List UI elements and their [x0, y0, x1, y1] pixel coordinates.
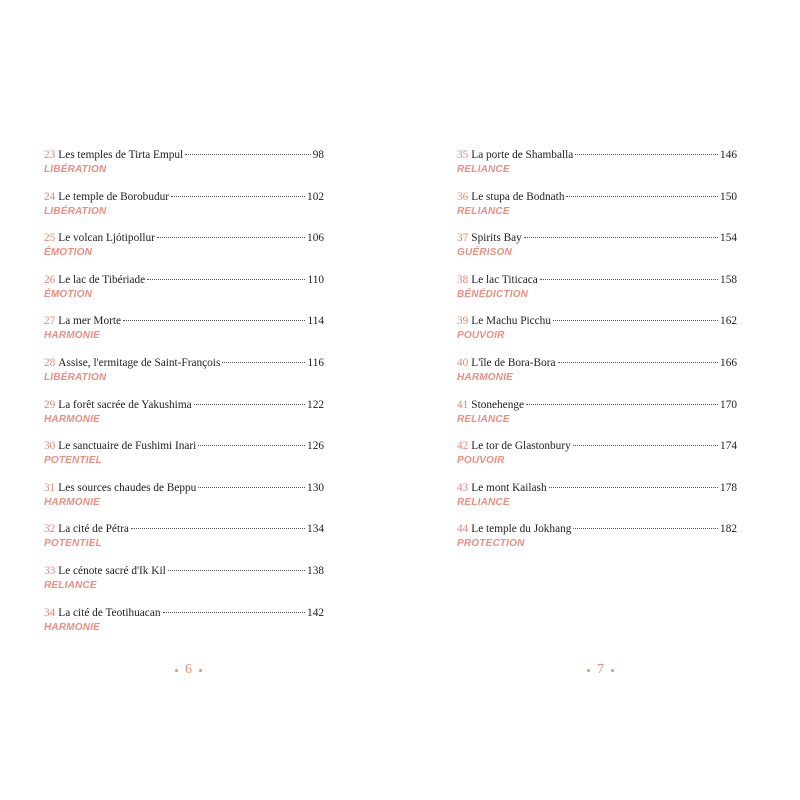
- toc-entry-theme: LIBÉRATION: [44, 164, 107, 175]
- toc-entry: [44, 398, 324, 440]
- toc-entry: [44, 314, 324, 356]
- toc-entry-page: 114: [307, 315, 324, 328]
- leader-dots: [526, 404, 718, 405]
- toc-entry-number: 25: [44, 232, 56, 245]
- leader-dots: [540, 279, 718, 280]
- toc-entry-page: 116: [307, 356, 324, 369]
- toc-entry-title: Le cénote sacré d'Ik Kil: [58, 564, 166, 577]
- leader-dots: [163, 612, 306, 613]
- toc-entry-page: 142: [307, 606, 324, 619]
- toc-entry-number: 31: [44, 481, 56, 494]
- toc-entry-page: 138: [307, 564, 324, 577]
- toc-entry-number: 37: [457, 232, 469, 245]
- toc-entry-page: 126: [307, 440, 324, 453]
- folio-dot: [199, 669, 202, 672]
- toc-entry-title: La mer Morte: [58, 315, 122, 328]
- toc-entry-title: Les temples de Tirta Empul: [58, 149, 184, 161]
- toc-entry-theme: POUVOIR: [457, 455, 505, 467]
- toc-entry: [457, 190, 737, 232]
- leader-dots: [185, 154, 311, 155]
- toc-entry-title: Le tor de Glastonbury: [471, 440, 571, 453]
- toc-entry-theme: RELIANCE: [457, 164, 510, 175]
- toc-entry-theme: HARMONIE: [457, 371, 514, 383]
- leader-dots: [123, 320, 305, 321]
- toc-entry-title: Le sanctuaire de Fushimi Inari: [58, 440, 197, 453]
- toc-entry-page: 154: [720, 232, 737, 245]
- toc-entry-page: 102: [307, 190, 324, 203]
- folio-number: 6: [185, 662, 192, 677]
- toc-entry-theme: ÉMOTION: [44, 288, 93, 300]
- toc-right-page: [457, 148, 737, 564]
- toc-entry-line: [44, 190, 324, 205]
- toc-entry: [44, 273, 324, 315]
- toc-entry-line: [457, 439, 737, 454]
- toc-entry-theme: RELIANCE: [457, 413, 510, 425]
- toc-entry-title: Le Machu Picchu: [471, 315, 551, 328]
- toc-entry-page: 98: [312, 149, 324, 161]
- toc-entry-theme: RELIANCE: [44, 579, 97, 591]
- toc-entry-theme: BÉNÉDICTION: [457, 288, 529, 300]
- page-number-right: [587, 662, 614, 678]
- toc-entry-number: 43: [457, 481, 469, 494]
- toc-entry-theme: RELIANCE: [457, 496, 510, 508]
- toc-entry-number: 27: [44, 315, 56, 328]
- toc-entry: [457, 439, 737, 481]
- toc-entry: [44, 606, 324, 648]
- toc-entry-title: La porte de Shamballa: [471, 149, 574, 161]
- toc-entry-page: 174: [720, 440, 737, 453]
- toc-entry-number: 32: [44, 523, 56, 536]
- toc-entry-theme: POUVOIR: [457, 330, 505, 342]
- toc-entry-line: [457, 148, 737, 163]
- toc-entry: [44, 231, 324, 273]
- toc-entry-title: Le lac de Tibériade: [58, 273, 146, 286]
- toc-entry: [457, 273, 737, 315]
- toc-entry-page: 162: [720, 315, 737, 328]
- toc-entry-number: 38: [457, 273, 469, 286]
- toc-entry-line: [457, 398, 737, 413]
- toc-entry: [457, 231, 737, 273]
- page-number-left: [175, 662, 202, 678]
- toc-entry-title: Assise, l'ermitage de Saint-François: [58, 356, 221, 369]
- toc-entry-title: Le mont Kailash: [471, 481, 547, 494]
- toc-entry: [457, 356, 737, 398]
- toc-entry-title: La cité de Teotihuacan: [58, 606, 161, 619]
- toc-entry-line: [44, 564, 324, 579]
- toc-entry-title: Stonehenge: [471, 398, 525, 411]
- toc-entry-title: Le lac Titicaca: [471, 273, 538, 286]
- toc-entry-line: [44, 231, 324, 246]
- leader-dots: [553, 320, 718, 321]
- toc-entry: [457, 481, 737, 523]
- leader-dots: [147, 279, 305, 280]
- toc-entry-page: 182: [720, 523, 737, 536]
- leader-dots: [573, 528, 718, 529]
- leader-dots: [524, 237, 718, 238]
- toc-entry-theme: LIBÉRATION: [44, 205, 107, 217]
- toc-entry: [44, 190, 324, 232]
- folio-dot: [175, 669, 178, 672]
- leader-dots: [575, 154, 718, 155]
- leader-dots: [157, 237, 305, 238]
- toc-entry-page: 130: [307, 481, 324, 494]
- toc-entry-theme: GUÉRISON: [457, 247, 512, 259]
- folio-dot: [611, 669, 614, 672]
- leader-dots: [194, 404, 305, 405]
- toc-entry: [44, 148, 324, 190]
- toc-entry-theme: POTENTIEL: [44, 538, 102, 550]
- toc-entry-title: Le stupa de Bodnath: [471, 190, 565, 203]
- toc-entry-number: 42: [457, 440, 469, 453]
- toc-entry-line: [457, 356, 737, 371]
- folio-number: 7: [597, 662, 604, 677]
- toc-entry: [44, 439, 324, 481]
- leader-dots: [131, 528, 305, 529]
- toc-entry-line: [44, 398, 324, 413]
- toc-entry-title: Le temple du Jokhang: [471, 523, 572, 536]
- toc-entry-line: [457, 522, 737, 537]
- toc-entry-page: 170: [720, 398, 737, 411]
- toc-entry: [457, 398, 737, 440]
- toc-entry-number: 39: [457, 315, 469, 328]
- toc-entry-number: 26: [44, 273, 56, 286]
- toc-left-page: [44, 148, 324, 647]
- toc-entry-theme: PROTECTION: [457, 538, 525, 550]
- toc-entry-number: 41: [457, 398, 469, 411]
- toc-entry-number: 28: [44, 356, 56, 369]
- toc-entry-page: 146: [720, 149, 737, 161]
- toc-entry-title: Le volcan Ljótipollur: [58, 232, 155, 245]
- toc-entry: [44, 564, 324, 606]
- toc-entry-theme: HARMONIE: [44, 330, 101, 342]
- toc-entry-page: 178: [720, 481, 737, 494]
- toc-entry-number: 34: [44, 606, 56, 619]
- toc-entry-page: 122: [307, 398, 324, 411]
- toc-entry-line: [457, 481, 737, 496]
- leader-dots: [198, 487, 305, 488]
- toc-entry-title: Les sources chaudes de Beppu: [58, 481, 197, 494]
- leader-dots: [573, 445, 718, 446]
- toc-entry-number: 24: [44, 190, 56, 203]
- toc-entry-title: L'île de Bora-Bora: [471, 356, 556, 369]
- toc-entry-page: 134: [307, 523, 324, 536]
- toc-entry-number: 23: [44, 149, 56, 161]
- toc-entry-theme: HARMONIE: [44, 413, 101, 425]
- toc-entry-page: 166: [720, 356, 737, 369]
- toc-entry-number: 36: [457, 190, 469, 203]
- toc-entry-line: [457, 190, 737, 205]
- leader-dots: [222, 362, 305, 363]
- leader-dots: [566, 196, 718, 197]
- toc-entry-line: [44, 273, 324, 288]
- toc-entry-theme: HARMONIE: [44, 496, 101, 508]
- toc-entry-theme: HARMONIE: [44, 621, 101, 633]
- toc-entry-line: [44, 439, 324, 454]
- toc-entry-theme: ÉMOTION: [44, 247, 93, 259]
- toc-entry-title: La forêt sacrée de Yakushima: [58, 398, 192, 411]
- toc-entry-theme: RELIANCE: [457, 205, 510, 217]
- toc-entry-page: 158: [720, 273, 737, 286]
- toc-entry-number: 40: [457, 356, 469, 369]
- toc-entry-title: La cité de Pétra: [58, 523, 129, 536]
- toc-entry: [457, 148, 737, 190]
- toc-entry: [457, 522, 737, 564]
- leader-dots: [558, 362, 719, 363]
- toc-entry-title: Le temple de Borobudur: [58, 190, 170, 203]
- toc-entry-page: 150: [720, 190, 737, 203]
- toc-entry-number: 29: [44, 398, 56, 411]
- toc-entry: [457, 314, 737, 356]
- toc-entry-number: 33: [44, 564, 56, 577]
- leader-dots: [198, 445, 305, 446]
- toc-entry-line: [44, 606, 324, 621]
- toc-entry-line: [44, 356, 324, 371]
- toc-entry: [44, 522, 324, 564]
- toc-entry-line: [44, 148, 324, 163]
- toc-entry-line: [457, 314, 737, 329]
- toc-entry: [44, 356, 324, 398]
- toc-entry-line: [457, 273, 737, 288]
- toc-entry-page: 110: [307, 273, 324, 286]
- toc-entry-theme: LIBÉRATION: [44, 371, 107, 383]
- toc-entry-line: [457, 231, 737, 246]
- toc-entry: [44, 481, 324, 523]
- toc-entry-theme: POTENTIEL: [44, 455, 102, 467]
- toc-entry-number: 44: [457, 523, 469, 536]
- toc-entry-line: [44, 522, 324, 537]
- leader-dots: [168, 570, 305, 571]
- folio-dot: [587, 669, 590, 672]
- leader-dots: [171, 196, 305, 197]
- toc-entry-number: 30: [44, 440, 56, 453]
- toc-entry-title: Spirits Bay: [471, 232, 522, 245]
- leader-dots: [549, 487, 718, 488]
- toc-entry-line: [44, 314, 324, 329]
- toc-entry-page: 106: [307, 232, 324, 245]
- toc-entry-line: [44, 481, 324, 496]
- toc-entry-number: 35: [457, 149, 469, 161]
